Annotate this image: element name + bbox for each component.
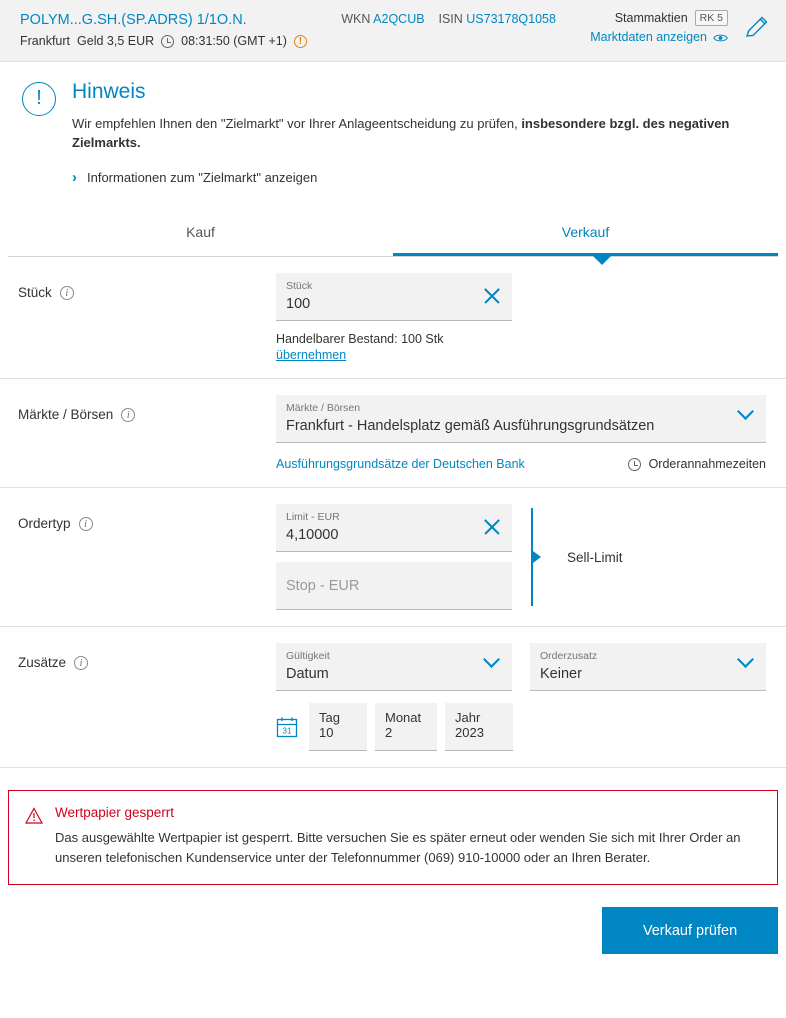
quantity-fields	[276, 273, 778, 362]
error-text: Das ausgewählte Wertpapier ist gesperrt. Bitte versuchen Sie es später erneut oder wenden Sie sich mit Ihrer Order an unseren telefonischen Kundenservice unter der Telefonnummer (069) 910-10000 oder an Ihren Berater.	[55, 830, 741, 865]
limit-value: 4,10000	[286, 527, 339, 543]
instrument-header	[0, 0, 786, 62]
notice-text-regular: Wir empfehlen Ihnen den "Zielmarkt" vor Ihrer Anlageentscheidung zu prüfen,	[72, 116, 522, 131]
quote-label: Geld 3,5 EUR	[77, 34, 155, 48]
quantity-row-label	[18, 273, 276, 300]
share-type-block	[590, 10, 728, 44]
wkn-value[interactable]: A2QCUB	[373, 12, 425, 26]
validity-field-label: Gültigkeit	[286, 650, 330, 662]
chevron-down-icon-validity[interactable]	[483, 658, 500, 675]
clock-icon-order-times	[628, 458, 641, 471]
ordertype-label-text: Ordertyp	[18, 516, 71, 531]
quantity-value: 100	[286, 296, 311, 312]
order-addition-field-label: Orderzusatz	[540, 650, 598, 662]
instrument-info	[20, 10, 307, 48]
date-inputs	[276, 703, 778, 751]
market-data-link[interactable]	[590, 30, 728, 44]
clock-icon	[161, 35, 174, 48]
instrument-quote-line	[20, 34, 307, 48]
edit-pencil-icon[interactable]	[742, 12, 772, 42]
quote-time: 08:31:50 (GMT +1)	[181, 34, 287, 48]
error-message	[8, 790, 778, 885]
chevron-down-icon-order-addition[interactable]	[737, 658, 754, 675]
notice-section	[0, 62, 786, 190]
notice-body	[72, 80, 764, 186]
month-field-label: Monat	[385, 710, 422, 725]
extras-row	[0, 627, 786, 768]
svg-text:31: 31	[282, 726, 292, 736]
day-value: 10	[319, 725, 334, 740]
extras-label-text: Zusätze	[18, 655, 67, 670]
notice-title: Hinweis	[72, 80, 146, 103]
stop-placeholder: Stop - EUR	[286, 578, 360, 594]
validity-select[interactable]	[276, 643, 512, 691]
target-market-link-label: Informationen zum "Zielmarkt" anzeigen	[87, 170, 318, 185]
markets-row	[0, 379, 786, 488]
share-type-row	[590, 10, 728, 26]
error-body	[55, 805, 761, 868]
ordertype-row-label	[18, 504, 276, 531]
day-input[interactable]	[309, 703, 367, 751]
warning-icon[interactable]: !	[294, 35, 307, 48]
quantity-field-label: Stück	[286, 280, 313, 292]
clear-quantity-icon[interactable]	[482, 286, 502, 306]
isin-value[interactable]: US73178Q1058	[466, 12, 556, 26]
quantity-row	[0, 257, 786, 379]
submit-sell-button[interactable]: Verkauf prüfen	[602, 907, 778, 954]
year-value: 2023	[455, 725, 484, 740]
order-times-link[interactable]	[628, 457, 766, 471]
calendar-icon[interactable]	[276, 716, 298, 738]
markets-field-label: Märkte / Börsen	[286, 402, 361, 414]
quantity-input[interactable]	[276, 273, 512, 321]
ordertype-bracket	[531, 504, 565, 610]
info-icon-extras[interactable]: i	[74, 656, 88, 670]
bracket-arrow	[533, 551, 541, 563]
markets-value: Frankfurt - Handelsplatz gemäß Ausführungsgrundsätzen	[286, 418, 655, 434]
wkn-label: WKN	[341, 12, 371, 26]
tradable-holding-text: Handelbarer Bestand: 100 Stk	[276, 332, 444, 346]
markets-label-text: Märkte / Börsen	[18, 407, 114, 422]
info-icon-quantity[interactable]: i	[60, 286, 74, 300]
day-field-label: Tag	[319, 710, 340, 725]
exchange-label: Frankfurt	[20, 34, 71, 48]
clear-limit-icon[interactable]	[482, 517, 502, 537]
chevron-right-icon: ›	[72, 169, 77, 186]
notice-text-bold: insbesondere bzgl. des negativen Zielmarkts.	[72, 116, 730, 150]
identifiers	[307, 10, 590, 26]
eye-icon	[713, 32, 728, 42]
year-input[interactable]	[445, 703, 513, 751]
validity-value: Datum	[286, 666, 329, 682]
order-side-tabs	[8, 212, 778, 257]
extras-row-label	[18, 643, 276, 670]
order-addition-value: Keiner	[540, 666, 582, 682]
order-times-label: Orderannahmezeiten	[648, 457, 766, 471]
ordertype-row	[0, 488, 786, 627]
stop-input[interactable]	[276, 562, 512, 610]
error-title: Wertpapier gesperrt	[55, 805, 175, 820]
markets-row-label	[18, 395, 276, 422]
limit-field-label: Limit - EUR	[286, 511, 340, 523]
extras-selects	[276, 643, 778, 691]
month-value: 2	[385, 725, 393, 740]
instrument-name[interactable]: POLYM...G.SH.(SP.ADRS) 1/1O.N.	[20, 12, 247, 28]
chevron-down-icon-markets[interactable]	[737, 410, 754, 427]
markets-links	[276, 457, 766, 471]
tab-kauf[interactable]: Kauf	[186, 224, 215, 240]
warning-triangle-icon	[25, 807, 43, 825]
ordertype-fields	[276, 504, 778, 610]
tab-verkauf[interactable]: Verkauf	[393, 212, 778, 256]
form-footer	[8, 907, 778, 954]
exclamation-icon: !	[22, 82, 56, 116]
header-right	[590, 10, 772, 44]
quantity-label-text: Stück	[18, 285, 52, 300]
year-field-label: Jahr	[455, 710, 481, 725]
share-type-label: Stammaktien	[614, 11, 688, 25]
limit-input[interactable]	[276, 504, 512, 552]
risk-badge: RK 5	[695, 10, 728, 26]
notice-text	[72, 114, 732, 152]
market-data-label: Marktdaten anzeigen	[590, 30, 707, 44]
sell-limit-label: Sell-Limit	[567, 549, 623, 565]
markets-select[interactable]	[276, 395, 766, 443]
extras-fields	[276, 643, 778, 751]
info-icon-markets[interactable]: i	[121, 408, 135, 422]
info-icon-ordertype[interactable]: i	[79, 517, 93, 531]
order-addition-select[interactable]	[530, 643, 766, 691]
active-tab-arrow	[593, 256, 611, 265]
ordertype-inputs	[276, 504, 512, 610]
ordertype-group	[276, 504, 778, 610]
month-input[interactable]	[375, 703, 437, 751]
markets-fields	[276, 395, 778, 471]
isin-label: ISIN	[438, 12, 463, 26]
target-market-link[interactable]	[72, 169, 764, 186]
take-over-holding-link[interactable]: übernehmen	[276, 348, 347, 362]
execution-principles-link[interactable]: Ausführungsgrundsätze der Deutschen Bank	[276, 457, 525, 471]
